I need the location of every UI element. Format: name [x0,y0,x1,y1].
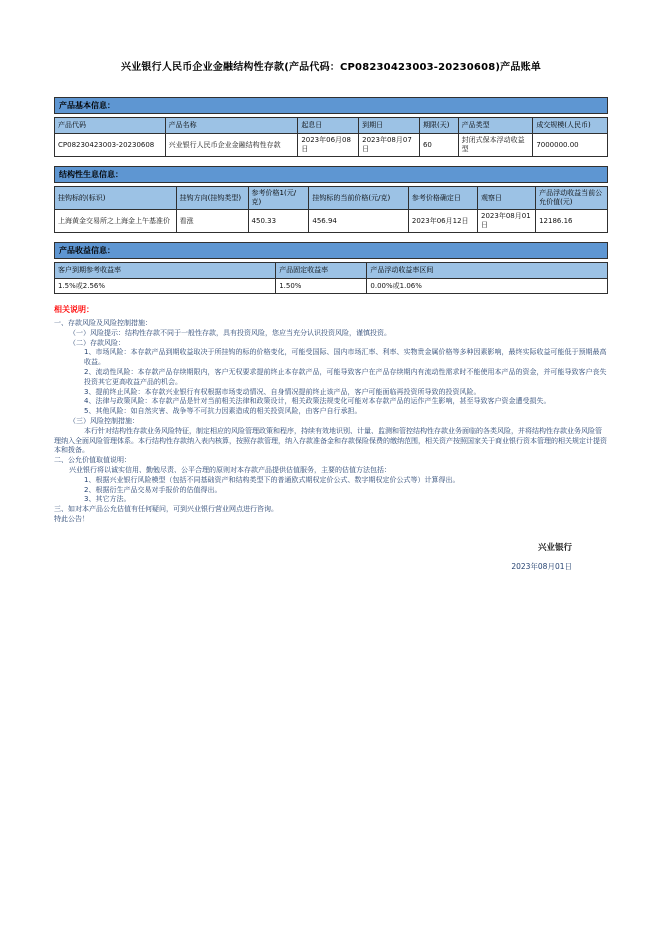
col-reference-price-date: 参考价格确定日 [408,187,477,210]
note-line: 3、其它方法。 [84,495,131,504]
note-line: 特此公告！ [54,514,89,523]
signature-block [54,541,608,572]
basic-info-table [54,117,608,157]
col-product-code: 产品代码 [55,118,166,134]
note-line: （三）风险控制措施： [69,416,139,425]
col-underlying: 挂钩标的(标识) [55,187,177,210]
cell-link-direction: 看涨 [176,210,248,233]
cell-deal-size: 7000000.00 [533,134,608,157]
note-line: 3、提前终止风险：本存款兴业银行有权根据市场变动情况、自身情况提前终止该产品，客户可能面临再投资所导致的投资风险。 [84,387,481,396]
basic-info-header-row [55,118,608,134]
cell-reference-price-date: 2023年06月12日 [408,210,477,233]
income-info-section [54,242,608,294]
col-value-date: 起息日 [298,118,359,134]
cell-current-price: 456.94 [309,210,409,233]
note-line: 1、根据兴业银行风险模型（包括不同基础资产和结构类型下的普通欧式期权定价公式、数字期权定价公式等）计算得出。 [84,475,460,484]
cell-customer-reference-yield: 1.5%或2.56% [55,279,276,294]
cell-floating-yield-range: 0.00%或1.06% [367,279,608,294]
col-product-type: 产品类型 [458,118,533,134]
cell-product-code: CP08230423003-20230608 [55,134,166,157]
note-line: 5、其他风险：如自然灾害、战争等不可抗力因素造成的相关投资风险，由客户自行承担。 [84,407,362,416]
cell-observation-date: 2023年08月01日 [478,210,536,233]
notes-section [54,304,608,525]
cell-fair-value: 12186.16 [536,210,608,233]
cell-maturity-date: 2023年08月07日 [359,134,420,157]
cell-underlying: 上海黄金交易所之上海金上午基准价 [55,210,177,233]
income-info-table [54,262,608,294]
structure-info-table [54,186,608,233]
col-current-price: 挂钩标的当前价格(元/克) [309,187,409,210]
col-link-direction: 挂钩方向(挂钩类型) [176,187,248,210]
col-floating-yield-range: 产品浮动收益率区间 [367,263,608,279]
note-line: 2、流动性风险：本存款产品存续期限内，客户无权要求提前终止本存款产品，可能导致客户在产品存续期内有流动性需求时不能使用本产品的资金，并可能导致客户丧失投资其它更高收益产品的机会。 [84,367,607,386]
statement-date: 2023年08月01日 [511,561,572,571]
col-deal-size: 成交规模(人民币) [533,118,608,134]
income-info-data-row [55,279,608,294]
notes-lines [54,319,608,525]
note-line: 一、存款风险及风险控制措施： [54,319,152,327]
cell-fixed-yield: 1.50% [276,279,367,294]
basic-info-section-title: 产品基本信息： [54,97,608,114]
cell-product-type: 封闭式保本浮动收益型 [458,134,533,157]
basic-info-section [54,97,608,157]
cell-product-name: 兴业银行人民币企业金融结构性存款 [165,134,298,157]
structure-info-header-row [55,187,608,210]
bank-name: 兴业银行 [537,542,572,553]
note-line: 2、根据衍生产品交易对手报价的估值得出。 [84,485,222,494]
notes-label: 相关说明： [54,305,94,314]
note-line: （一）风险提示：结构性存款不同于一般性存款，具有投资风险，您应当充分认识投资风险，谨慎投资。 [69,328,391,337]
income-info-header-row [55,263,608,279]
col-reference-price: 参考价格1(元/克) [248,187,309,210]
col-fixed-yield: 产品固定收益率 [276,263,367,279]
note-line: 三、如对本产品公允估值有任何疑问，可到兴业银行营业网点进行咨询。 [54,505,278,514]
cell-value-date: 2023年06月08日 [298,134,359,157]
note-line: （二）存款风险： [69,338,125,347]
col-term-days: 期限(天) [419,118,458,134]
note-line: 兴业银行将以诚实信用、勤勉尽责、公平合理的原则对本存款产品提供估值服务，主要的估值方法包括： [69,465,391,474]
cell-term-days: 60 [419,134,458,157]
col-customer-reference-yield: 客户到期参考收益率 [55,263,276,279]
note-line: 4、法律与政策风险：本存款产品是针对当前相关法律和政策设计，相关政策法规变化可能对本存款产品的运作产生影响，甚至导致客户资金遭受损失。 [84,397,551,406]
col-product-name: 产品名称 [165,118,298,134]
cell-reference-price: 450.33 [248,210,309,233]
col-fair-value: 产品浮动收益当前公允价值(元) [536,187,608,210]
note-line: 1、市场风险：本存款产品到期收益取决于所挂钩的标的价格变化，可能受国际、国内市场汇率、利率、实物贵金属价格等多种因素影响，最终实际收益可能低于预期最高收益。 [84,348,607,367]
income-info-section-title: 产品收益信息： [54,242,608,259]
basic-info-data-row [55,134,608,157]
note-line: 本行针对结构性存款业务风险特征，制定相应的风险管理政策和程序，持续有效地识别、计量、监测和管控结构性存款业务面临的各类风险，并将结构性存款业务风险管理纳入全面风险管理体系。本行结构性存款纳入表内核算，按照存款管理，纳入存款准备金和存款保险保费的缴纳范围，相关资产按照国家关于商业银行资本管理的相关规定计提资本和拨备。 [54,426,607,455]
note-line: 二、公允价值取值说明： [54,456,131,465]
structure-info-section-title: 结构性生息信息： [54,166,608,183]
structure-info-data-row [55,210,608,233]
structure-info-section [54,166,608,233]
col-maturity-date: 到期日 [359,118,420,134]
col-observation-date: 观察日 [478,187,536,210]
page-title: 兴业银行人民币企业金融结构性存款(产品代码：CP08230423003-20230608)产品账单 [121,62,541,73]
